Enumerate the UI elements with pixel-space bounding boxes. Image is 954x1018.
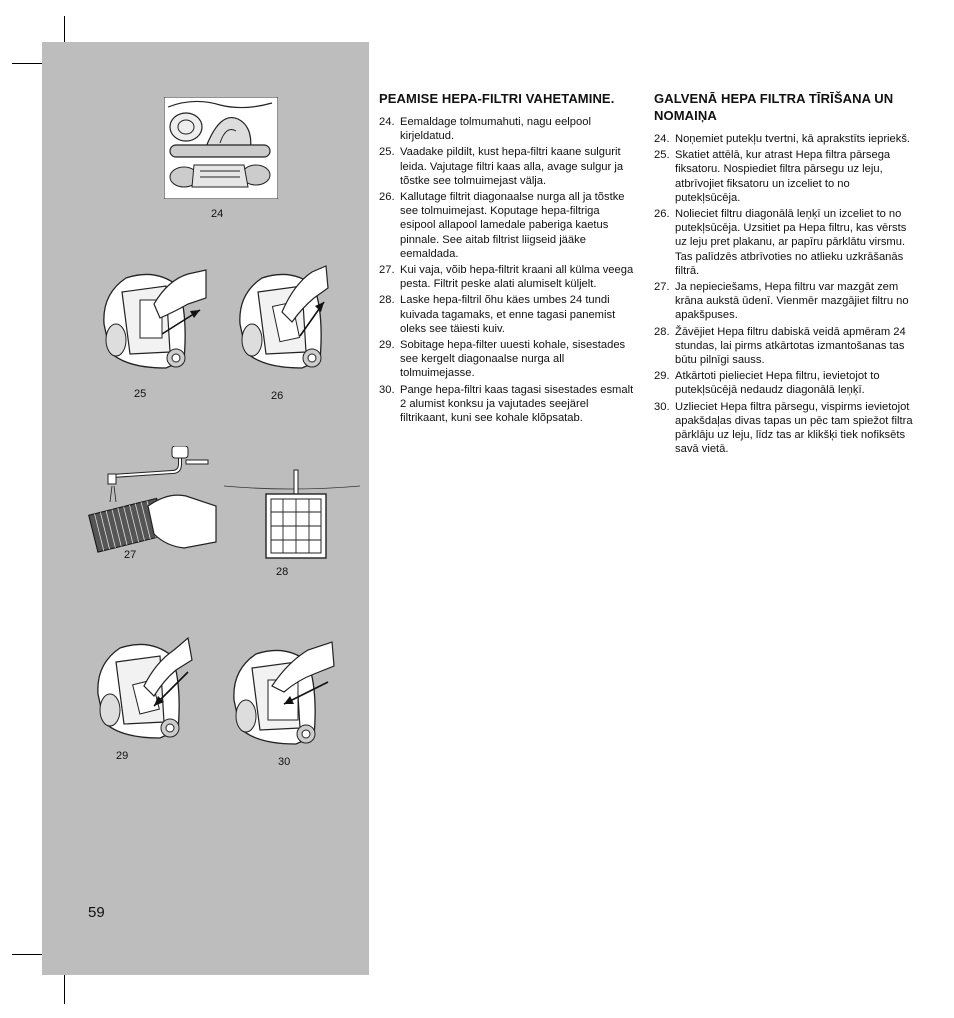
section-heading: PEAMISE HEPA-FILTRI VAHETAMINE.: [379, 91, 615, 106]
figure-25-illustration: [96, 264, 208, 376]
figure-label: 29: [116, 750, 129, 762]
list-item: [654, 132, 916, 146]
step-text: Skatiet attēlā, kur atrast Hepa filtra pārsega fiksatoru. Nospiediet filtra pārsegu uz leju, atbrīvojiet fiksatoru un izceliet to no putekļsūcēja.: [675, 149, 891, 204]
list-item: [654, 400, 916, 457]
step-text: Noņemiet putekļu tvertni, kā aprakstīts iepriekš.: [675, 133, 911, 145]
figure-24-illustration: [164, 97, 278, 199]
list-item: [379, 145, 637, 188]
figure-label: 26: [271, 390, 284, 402]
step-number: 28.: [654, 325, 670, 338]
step-number: 26.: [654, 208, 670, 221]
list-item: [379, 338, 637, 381]
step-number: 28.: [379, 294, 395, 307]
figure-29-illustration: [92, 634, 202, 746]
figure-label: 24: [211, 208, 224, 220]
step-number: 25.: [379, 146, 395, 159]
list-item: [654, 280, 916, 323]
step-number: 24.: [379, 116, 395, 128]
step-text: Žāvējiet Hepa filtru dabiskā veidā apmēram 24 stundas, lai pirms atkārtotas izmantošanas tas būtu pilnīgi sauss.: [675, 325, 906, 367]
step-text: Atkārtoti pielieciet Hepa filtru, ievietojot to putekļsūcējā nedaudz diagonālā leņķī.: [675, 370, 880, 397]
step-text: Pange hepa-filtri kaas tagasi sisestades esmalt 2 alumist konksu ja vajutades seejärel filtrikaant, kuni see kohale klõpsatab.: [400, 383, 634, 425]
step-number: 30.: [654, 400, 670, 413]
step-text: Laske hepa-filtril õhu käes umbes 24 tundi kuivada tagamaks, et enne tagasi panemist oleks see täiesti kuiv.: [400, 294, 616, 335]
list-item: [379, 115, 637, 143]
list-item: [654, 325, 916, 368]
step-number: 26.: [379, 191, 395, 204]
figure-label: 28: [276, 566, 289, 578]
step-text: Kallutage filtrit diagonaalse nurga all ja tõstke see tolmuimejast. Koputage hepa-filtriga esipool allapool lamedale paberiga kaetus pinnale. See aitab filtrist liigseid jääke eemaldada.: [400, 191, 625, 260]
figure-27-illustration: [88, 446, 218, 556]
step-text: Ja nepieciešams, Hepa filtru var mazgāt zem krāna aukstā ūdenī. Vienmēr mazgājiet filtru no apakšpuses.: [675, 281, 909, 322]
list-item: [379, 190, 637, 261]
figure-label: 25: [134, 388, 147, 400]
step-number: 25.: [654, 149, 670, 162]
list-item: [654, 207, 916, 278]
list-item: [379, 263, 637, 291]
figure-label: 27: [124, 549, 137, 561]
step-number: 30.: [379, 383, 395, 396]
list-item: [379, 293, 637, 336]
latvian-instructions: [654, 90, 916, 458]
step-text: Uzlieciet Hepa filtra pārsegu, vispirms ievietojot apakšdaļas divas tapas un pēc tam spiežot filtra pārklāju uz leju, līdz tas ar klikšķi tiek nofiksēts savā vietā.: [675, 400, 913, 456]
figure-28-illustration: [224, 466, 360, 562]
step-list: [654, 132, 916, 456]
figure-26-illustration: [232, 264, 344, 376]
step-number: 27.: [379, 264, 395, 277]
step-text: Nolieciet filtru diagonālā leņķī un izceliet to no putekļsūcēja. Uzsitiet pa Hepa filtru, kas vērsts uz leju pret plakanu, ar papīru pārklātu virsmu. Tas palīdzēs atbrīvoties no atlieku uzkrāšanās filtrā.: [675, 208, 907, 277]
page-number: 59: [88, 904, 105, 921]
step-list: [379, 115, 637, 425]
step-number: 29.: [654, 370, 670, 383]
step-text: Eemaldage tolmumahuti, nagu eelpool kirjeldatud.: [400, 116, 591, 143]
figure-30-illustration: [228, 640, 340, 752]
list-item: [654, 369, 916, 397]
step-number: 24.: [654, 133, 670, 145]
figure-label: 30: [278, 756, 291, 768]
step-text: Kui vaja, võib hepa-filtrit kraani all külma veega pesta. Filtrit peske alati alumiselt küljelt.: [400, 264, 634, 291]
step-text: Sobitage hepa-filter uuesti kohale, sisestades see kergelt diagonaalse nurga all tolmuimejasse.: [400, 339, 626, 380]
step-text: Vaadake pildilt, kust hepa-filtri kaane sulgurit leida. Vajutage filtri kaas alla, avage sulgur ja tõstke see tolmuimejast välja.: [400, 146, 624, 187]
list-item: [379, 383, 637, 426]
list-item: [654, 148, 916, 205]
estonian-instructions: [379, 90, 637, 427]
section-heading: GALVENĀ HEPA FILTRA TĪRĪŠANA UN NOMAIŅA: [654, 91, 894, 123]
step-number: 27.: [654, 281, 670, 294]
step-number: 29.: [379, 339, 395, 352]
